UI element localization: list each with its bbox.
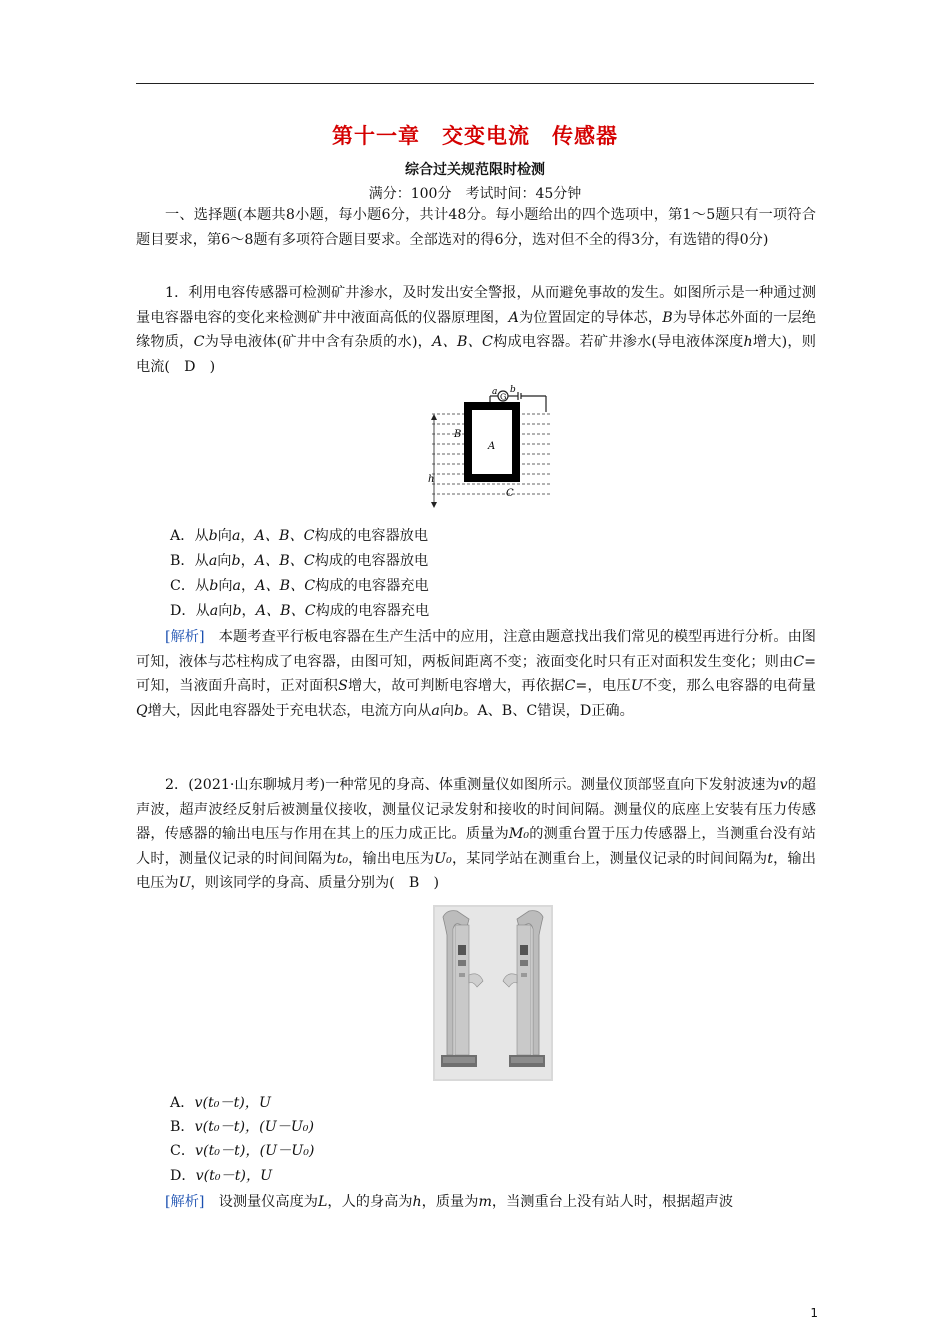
q1-option-b: B．从a向b，A、B、C构成的电容器放电	[170, 553, 429, 569]
label-B: B	[454, 429, 462, 440]
label-b: b	[510, 385, 516, 395]
score-time-line: 满分：100分 考试时间：45分钟	[368, 186, 582, 202]
section-subtitle: 综合过关规范限时检测	[405, 162, 545, 178]
q1-option-d: D．从a向b，A、B、C构成的电容器充电	[170, 603, 430, 619]
q2-option-d: D．v(t₀－t)，U	[170, 1168, 273, 1184]
label-a: a	[492, 387, 498, 397]
q1-option-a: A．从b向a，A、B、C构成的电容器放电	[170, 528, 429, 544]
q2-option-c: C．v(t₀－t)，(U－U₀)	[170, 1143, 315, 1159]
q1-analysis-tag: [解析]	[165, 629, 205, 645]
q2-option-a: A．v(t₀－t)，U	[170, 1095, 271, 1111]
q1-analysis: [解析] 本题考查平行板电容器在生产生活中的应用，注意由题意找出我们常见的模型再进行分析。由图可知，液体与芯柱构成了电容器，由图可知，两板间距离不变；液面变化时只有正对面积发生变化；则由C=可知，当液面升高时，正对面积S增大，故可判断电容增大，再依据C=，电压U不变，那么电容器的电荷量Q增大，因此电容器处于充电状态，电流方向从a向b。A、B、C错误，D正确。	[136, 629, 816, 719]
q1-option-c: C．从b向a，A、B、C构成的电容器充电	[170, 578, 429, 594]
q2-stem: 2．(2021·山东聊城月考)一种常见的身高、体重测量仪如图所示。测量仪顶部竖直向下发射波速为v的超声波，超声波经反射后被测量仪接收，测量仪记录发射和接收的时间间隔。测量仪的底座上安装有压力传感器，传感器的输出电压与作用在其上的压力成正比。质量为M₀的测重台置于压力传感器上，当测重台没有站人时，测量仪记录的时间间隔为t₀，输出电压为U₀，某同学站在测重台上，测量仪记录的时间间隔为t，输出电压为U，则该同学的身高、质量分别为( B )	[136, 777, 816, 892]
section1-intro: 一、选择题(本题共8小题，每小题6分，共计48分。每小题给出的四个选项中，第1～5题只有一项符合题目要求，第6～8题有多项符合题目要求。全部选对的得6分，选对但不全的得3分，有选错的得0分)	[136, 207, 816, 248]
header-rule	[136, 83, 814, 84]
q2-analysis: [解析] 设测量仪高度为L，人的身高为h，质量为m，当测重台上没有站人时，根据超声波	[165, 1194, 734, 1210]
chapter-title: 第十一章 交变电流 传感器	[332, 124, 618, 148]
q2-analysis-tag: [解析]	[165, 1194, 205, 1210]
q2-height-weight-scale-photo	[433, 905, 553, 1081]
q2-answer: B	[408, 875, 420, 892]
q1-capacitor-figure	[426, 384, 556, 514]
label-A: A	[488, 441, 496, 452]
galvanometer-label: G	[500, 392, 507, 402]
q2-option-b: B．v(t₀－t)，(U－U₀)	[170, 1119, 315, 1135]
page-number: 1	[810, 1306, 818, 1320]
q1-stem: 1．利用电容传感器可检测矿井渗水，及时发出安全警报，从而避免事故的发生。如图所示是一种通过测量电容器电容的变化来检测矿井中液面高低的仪器原理图，A为位置固定的导体芯，B为导体芯外面的一层绝缘物质，C为导电液体(矿井中含有杂质的水)，A、B、C构成电容器。若矿井渗水(导电液体深度h增大)，则电流( D )	[136, 285, 816, 375]
label-h: h	[428, 474, 435, 485]
label-C: C	[506, 488, 514, 499]
q1-answer: D	[184, 358, 196, 375]
